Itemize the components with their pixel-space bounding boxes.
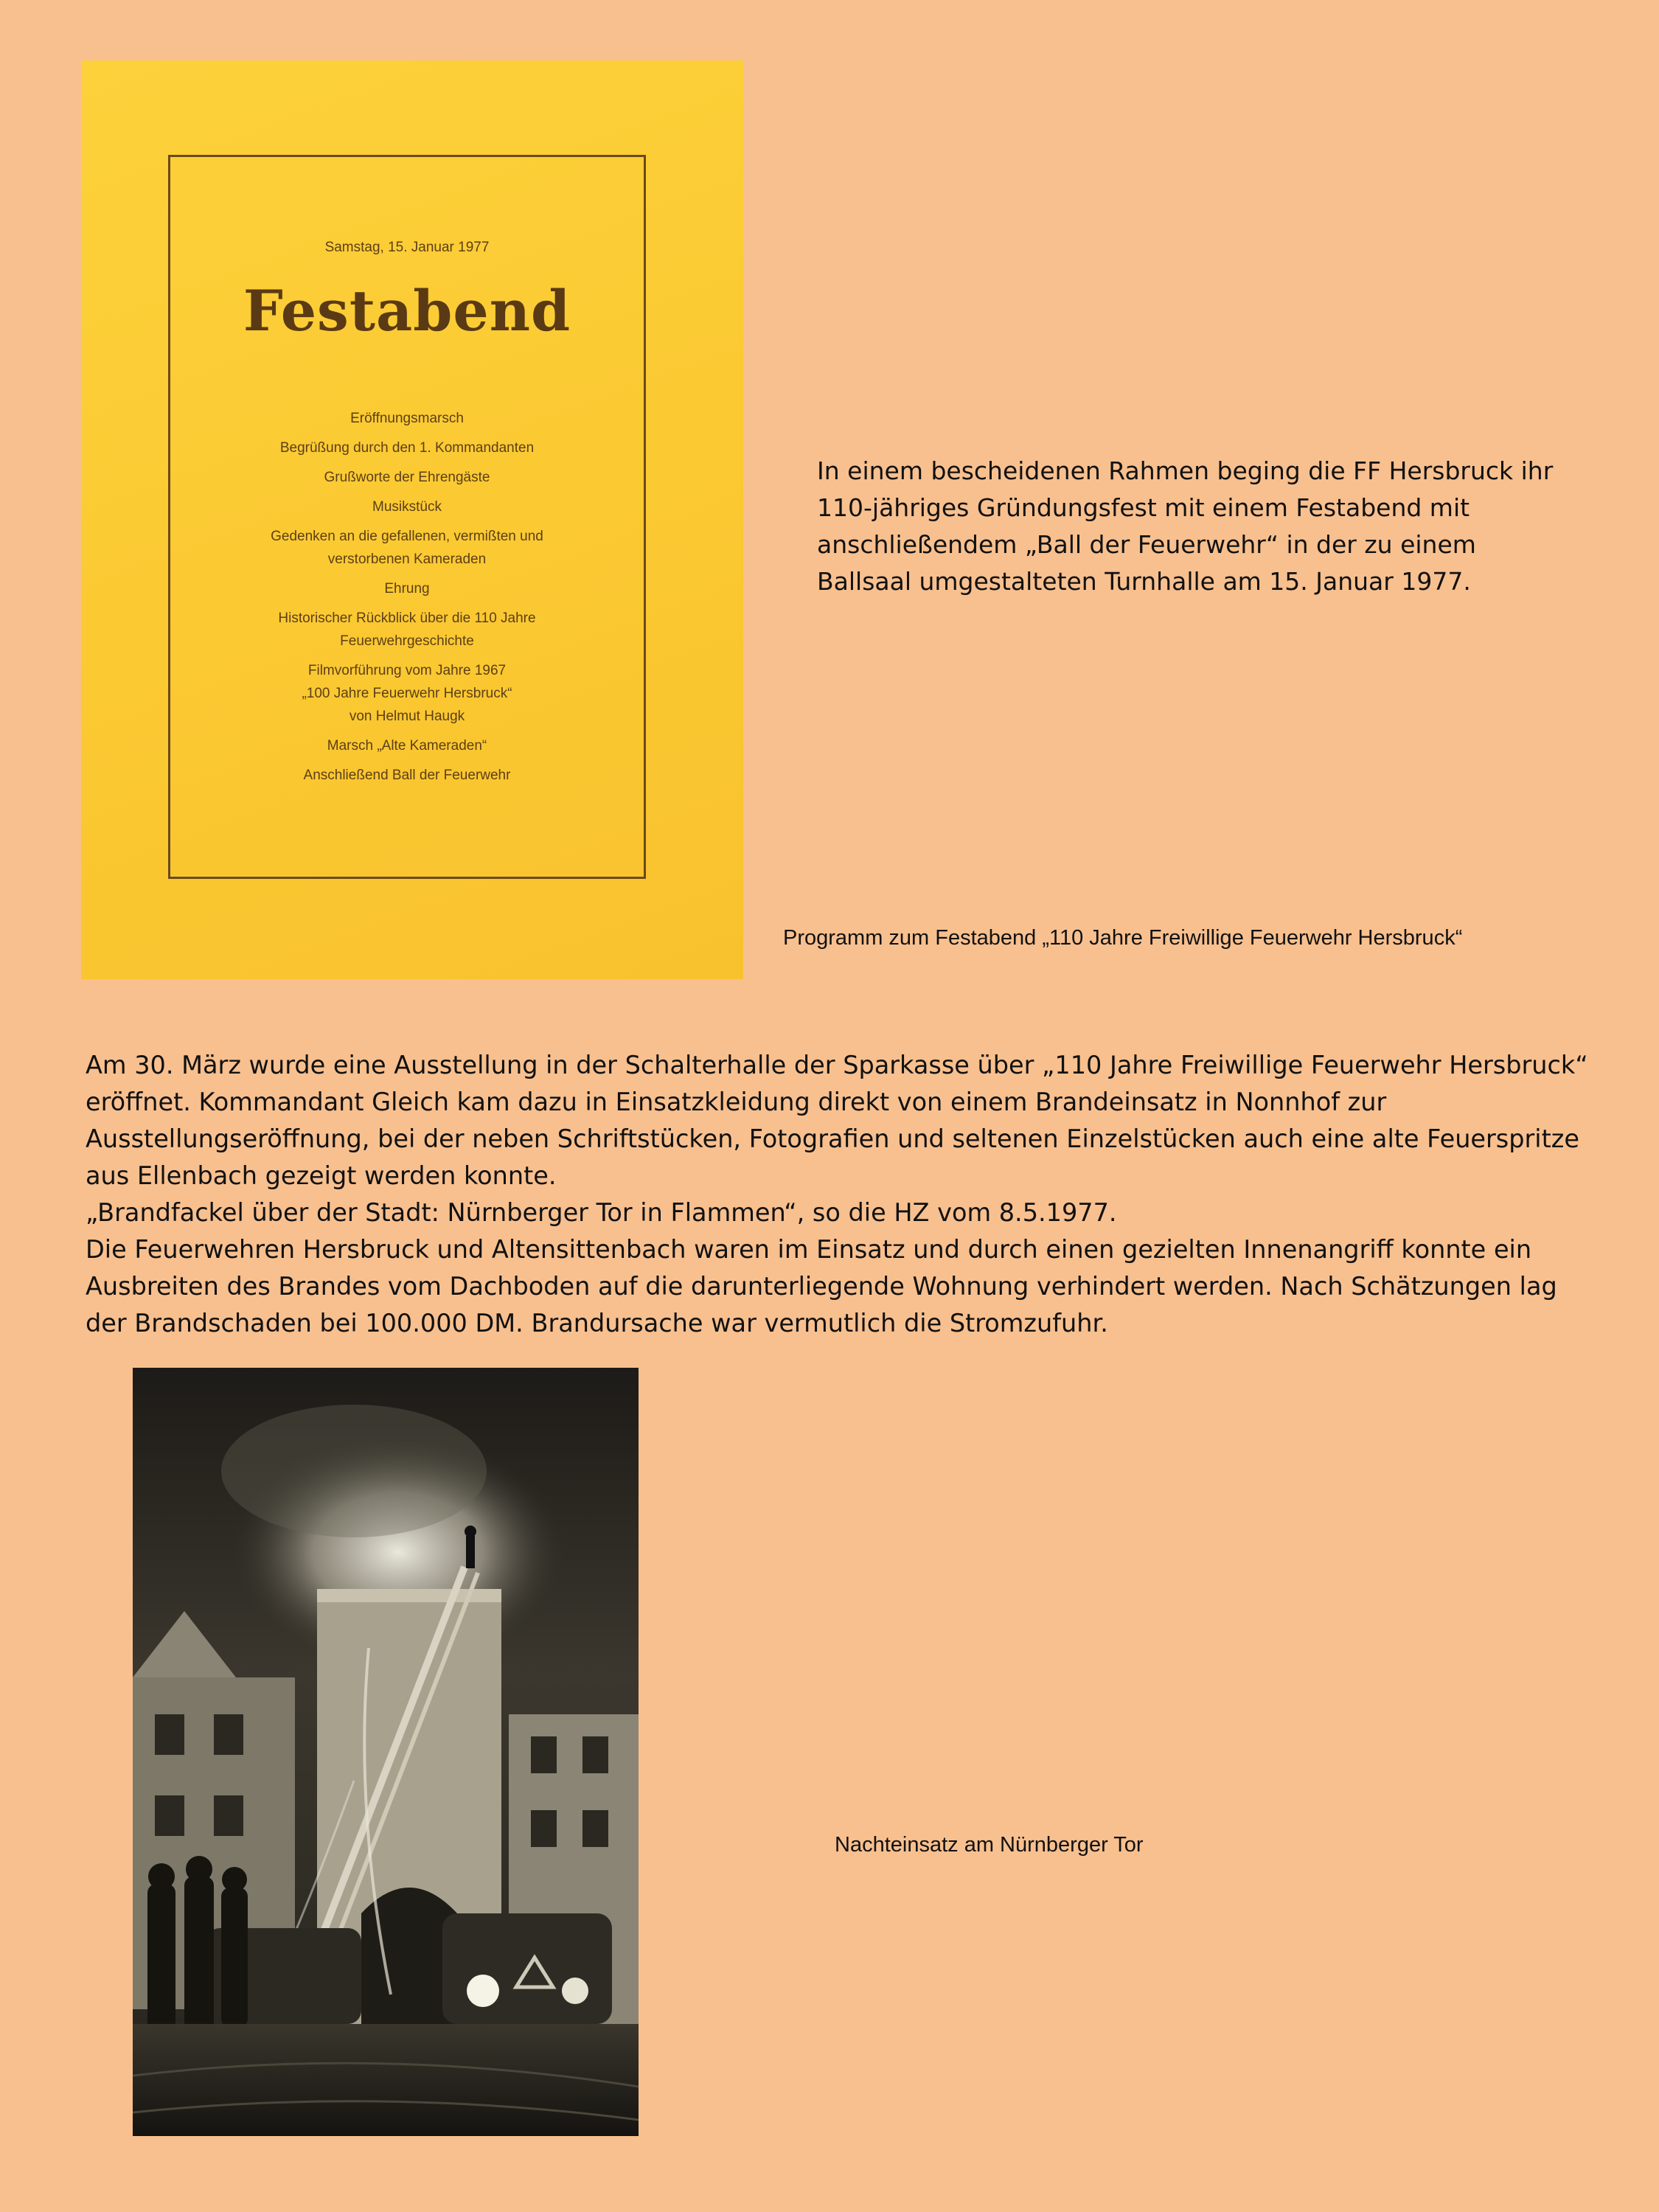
headline-quote: „Brandfackel über der Stadt: Nürnberger Tor in Flammen“, so die HZ vom 8.5.1977.	[86, 1198, 1117, 1227]
program-caption: Programm zum Festabend „110 Jahre Freiwillige Feuerwehr Hersbruck“	[783, 926, 1463, 950]
festabend-program-image	[81, 60, 743, 979]
fire-report-paragraph: Die Feuerwehren Hersbruck und Altensittenbach waren im Einsatz und durch einen gezielten Innenangriff konnte ein Ausbreiten des Brandes vom Dachboden auf die darunterliegende Wohnung verhindert werden. Nach Schätzungen lag der Brandschaden bei 100.000 DM. Brandursache war vermutlich die Stromzufuhr.	[86, 1235, 1557, 1338]
program-item: Musikstück	[372, 499, 442, 515]
program-item: Gedenken an die gefallenen, vermißten und verstorbenen Kameraden	[271, 529, 543, 567]
program-item: Eröffnungsmarsch	[350, 411, 464, 426]
main-text	[86, 1047, 1590, 1342]
program-item: Ehrung	[384, 581, 430, 597]
program-item: Filmvorführung vom Jahre 1967 „100 Jahre Feuerwehr Hersbruck“ von Helmut Haugk	[302, 663, 512, 724]
program-title: Festabend	[243, 278, 571, 344]
photo-caption: Nachteinsatz am Nürnberger Tor	[835, 1833, 1144, 1857]
program-item: Marsch „Alte Kameraden“	[327, 738, 487, 754]
intro-paragraph: In einem bescheidenen Rahmen beging die FF Hersbruck ihr 110-jähriges Gründungsfest mit einem Festabend mit anschließendem „Ball der Feuerwehr“ in der zu einem Ballsaal umgestalteten Turnhalle am 15. Januar 1977.	[817, 456, 1554, 596]
program-item: Grußworte der Ehrengäste	[324, 470, 490, 485]
night-fire-photo	[133, 1368, 639, 2136]
program-date: Samstag, 15. Januar 1977	[324, 240, 490, 255]
program-item: Begrüßung durch den 1. Kommandanten	[279, 440, 535, 456]
exhibition-paragraph: Am 30. März wurde eine Ausstellung in der Schalterhalle der Sparkasse über „110 Jahre Freiwillige Feuerwehr Hersbruck“ eröffnet. Kommandant Gleich kam dazu in Einsatzkleidung direkt von einem Brandeinsatz in Nonnhof zur Ausstellungseröffnung, bei der neben Schriftstücken, Fotografien und seltenen Einzelstücken auch eine alte Feuerspritze aus Ellenbach gezeigt werden konnte.	[86, 1051, 1588, 1190]
program-items	[170, 407, 644, 787]
program-item: Historischer Rückblick über die 110 Jahre Feuerwehrgeschichte	[278, 611, 536, 649]
program-item: Anschließend Ball der Feuerwehr	[303, 768, 511, 783]
program-frame	[168, 155, 646, 879]
